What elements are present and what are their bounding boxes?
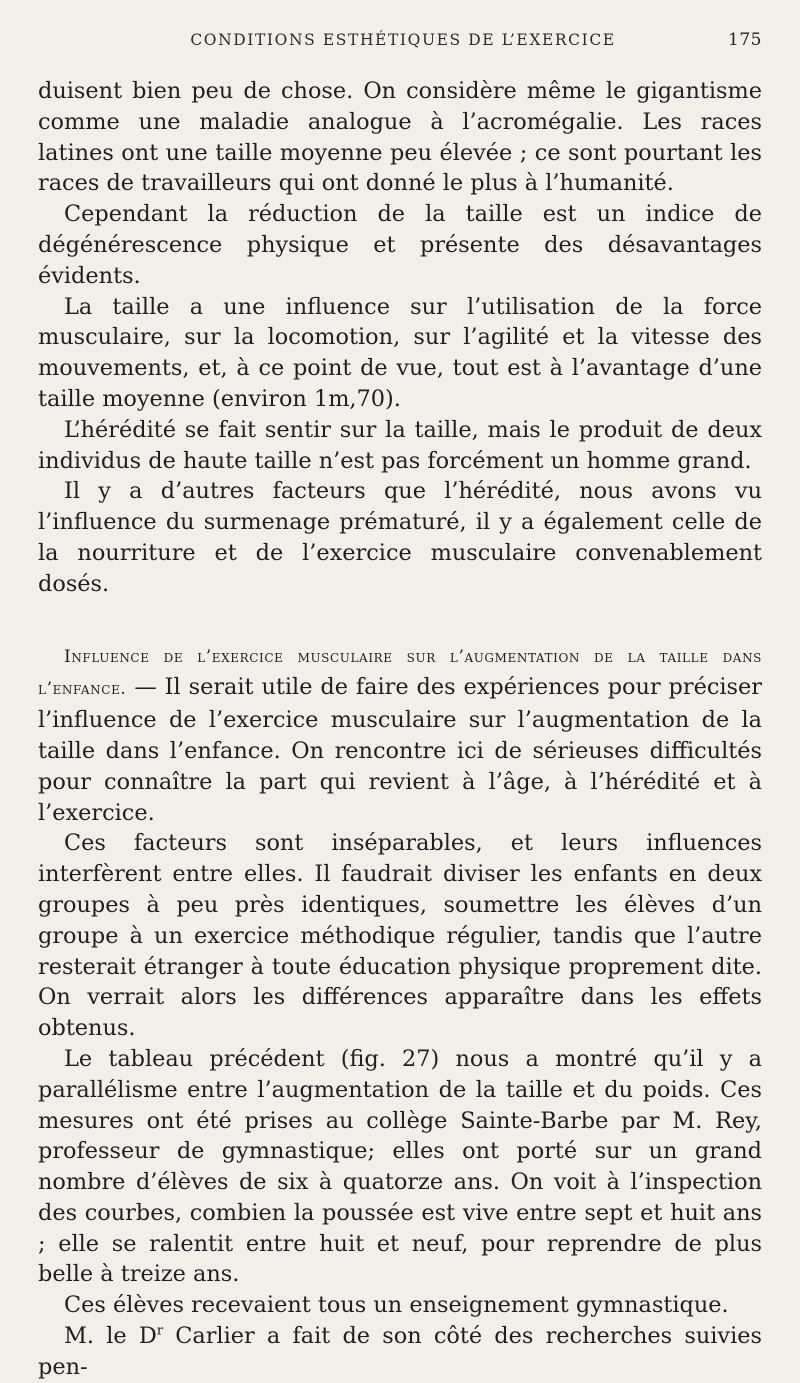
running-title: CONDITIONS ESTHÉTIQUES DE L’EXERCICE	[190, 31, 616, 49]
paragraph: L’hérédité se fait sentir sur la taille, mais le produit de deux individus de haute taille n’est pas forcément un homme grand.	[38, 416, 762, 474]
paragraph: La taille a une influence sur l’utilisation de la force musculaire, sur la locomotion, sur l’agilité et la vitesse des mouvements, et, à ce point de vue, tout est à l’avantage d’une taille moyenne (environ 1m,70).	[38, 293, 762, 412]
paragraph: Ces facteurs sont inséparables, et leurs influences interfèrent entre elles. Il faudrait diviser les enfants en deux groupes à peu près identiques, soumettre les élèves d’un groupe à un exercice méthodique régulier, tandis que l’autre resterait étranger à toute éducation physique proprement dite. On verrait alors les différences apparaître dans les effets obtenus.	[38, 830, 762, 1042]
running-head	[38, 30, 762, 76]
paragraph: duisent bien peu de chose. On considère même le gigantisme comme une maladie analogue à l’acromégalie. Les races latines ont une taille moyenne peu élevée ; ce sont pourtant les races de travailleurs qui ont donné le plus à l’humanité.	[38, 78, 762, 197]
last-line: M. le $D^r$ Carlier a fait de son côté des recherches suivies pen-	[38, 1323, 762, 1380]
body-text	[38, 76, 762, 1383]
section-dash: —	[126, 674, 165, 701]
paragraph: Le tableau précédent (fig. 27) nous a montré qu’il y a parallélisme entre l’augmentation de la taille et du poids. Ces mesures ont été prises au collège Sainte-Barbe par M. Rey, professeur de gymnastique; elles ont porté sur un grand nombre d’élèves de six à quatorze ans. On voit à l’inspection des courbes, combien la poussée est vive entre sept et huit ans ; elle se ralentit entre huit et neuf, pour reprendre de plus belle à treize ans.	[38, 1045, 762, 1288]
section-text: Il serait utile de faire des expériences pour préciser l’influence de l’exercice musculaire sur l’augmentation de la taille dans l’enfance. On rencontre ici de sérieuses difficultés pour connaître la part qui revient à l’âge, à l’hérédité et à l’exercice.	[38, 674, 762, 826]
section-paragraph	[38, 640, 762, 829]
paragraph: Ces élèves recevaient tous un enseignement gymnastique.	[64, 1292, 729, 1319]
page-number: 175	[728, 30, 762, 50]
section-title: Influence de l’exercice musculaire sur l’augmentation de la taille dans l’enfance.	[38, 646, 762, 700]
paragraph: Cependant la réduction de la taille est un indice de dégénérescence physique et présente des désavantages évidents.	[38, 201, 762, 289]
superscript: r	[156, 1323, 164, 1339]
paragraph: Il y a d’autres facteurs que l’hérédité, nous avons vu l’influence du surmenage prématuré, il y a également celle de la nourriture et de l’exercice musculaire convenablement dosés.	[38, 478, 762, 597]
book-page	[38, 30, 762, 1383]
section-gap	[38, 600, 762, 640]
